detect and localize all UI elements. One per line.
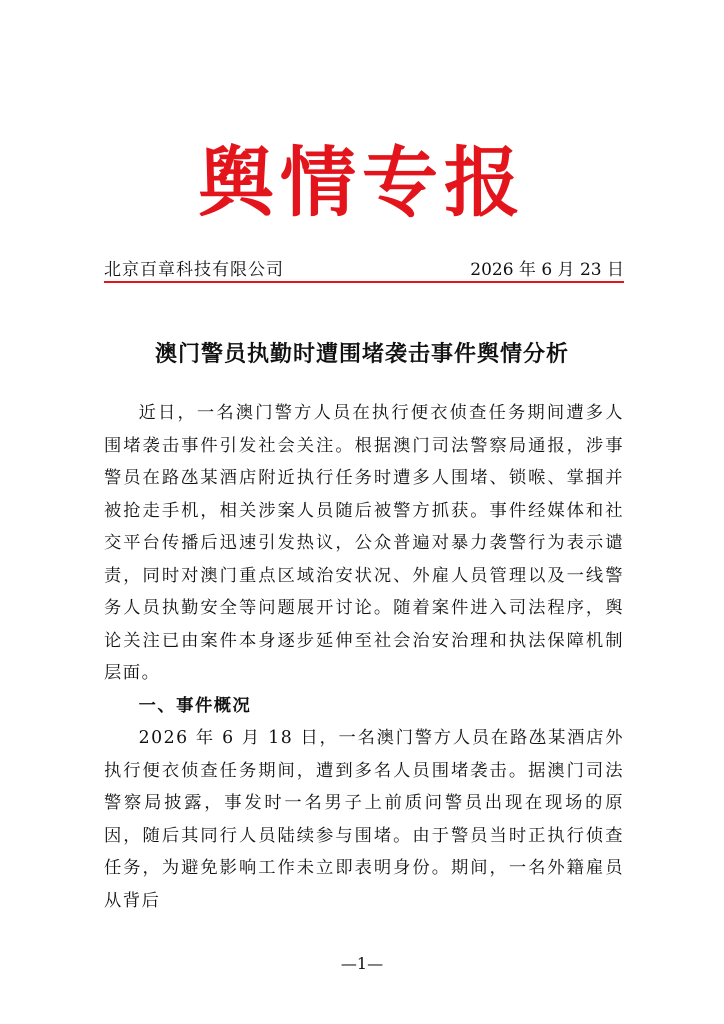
section-paragraph: 2026 年 6 月 18 日，一名澳门警方人员在路氹某酒店外执行便衣侦查任务期间，遭到多名人员围堵袭击。据澳门司法警察局披露，事发时一名男子上前质问警员出现在现场的原因，随后其同行人员陆续参与围堵。由于警员当时正执行侦查任务，为避免影响工作未立即表明身份。期间，一名外籍雇员从背后 [104,728,624,911]
document-body [104,397,624,917]
intro-paragraph: 近日，一名澳门警方人员在执行便衣侦查任务期间遭多人围堵袭击事件引发社会关注。根据澳门司法警察局通报，涉事警员在路氹某酒店附近执行任务时遭多人围堵、锁喉、掌掴并被抢走手机，相关涉案人员随后被警方抓获。事件经媒体和社交平台传播后迅速引发热议，公众普遍对暴力袭警行为表示谴责，同时对澳门重点区域治安状况、外雇人员管理以及一线警务人员执勤安全等问题展开讨论。随着案件进入司法程序，舆论关注已由案件本身逐步延伸至社会治安治理和执法保障机制层面。 [104,403,624,683]
page-number: —1— [340,954,384,973]
section-heading: 一、事件概况 [138,695,252,716]
document-title: 澳门警员执勤时遭围堵袭击事件舆情分析 [154,341,569,367]
issue-date: 2026 年 6 月 23 日 [470,260,624,280]
masthead-title: 舆情专报 [198,138,526,227]
sender-line [104,257,624,283]
red-divider [104,281,624,283]
organization-name: 北京百章科技有限公司 [104,260,284,280]
